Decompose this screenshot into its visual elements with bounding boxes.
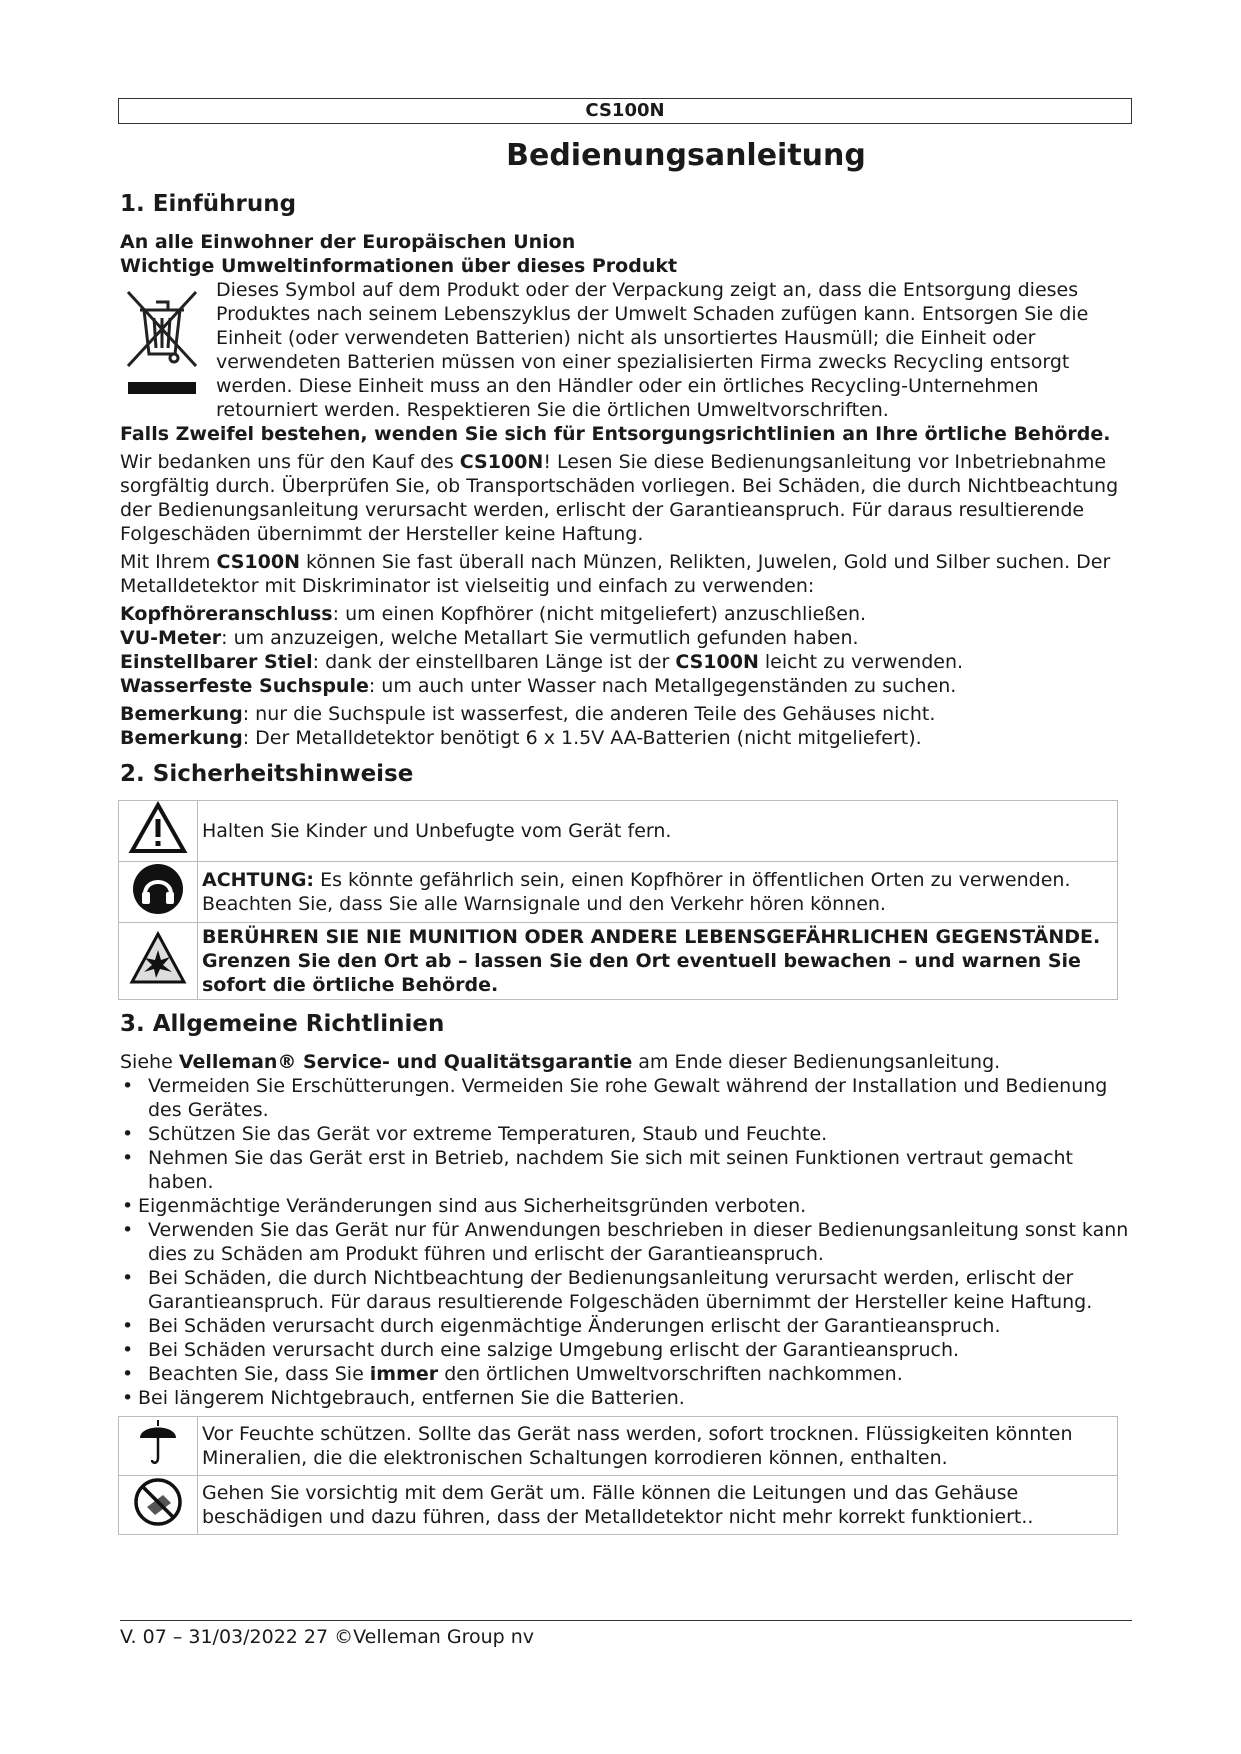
feature-headphone: Kopfhöreranschluss: um einen Kopfhörer (nicht mitgeliefert) anzuschließen. [120,603,867,625]
document-page [120,98,1132,1545]
list-item: • Eigenmächtige Veränderungen sind aus Sicherheitsgründen verboten. [120,1194,1132,1218]
note-1: Bemerkung: nur die Suchspule ist wasserfest, die anderen Teile des Gehäuses nicht. [120,703,936,725]
env-heading: Wichtige Umweltinformationen über dieses Produkt [120,255,678,277]
crossed-bin-icon [120,278,216,422]
section-heading-introduction: 1. Einführung [120,191,297,217]
guideline-row [119,1417,1118,1476]
feature-vu-meter: VU-Meter: um anzuzeigen, welche Metallart Sie vermutlich gefunden haben. [120,627,859,649]
list-item: • Beachten Sie, dass Sie immer den örtlichen Umweltvorschriften nachkommen. [120,1362,1132,1386]
feature-waterproof-coil: Wasserfeste Suchspule: um auch unter Wasser nach Metallgegenständen zu suchen. [120,675,957,697]
list-item: • Bei Schäden, die durch Nichtbeachtung der Bedienungsanleitung verursacht werden, erlischt der Garantieanspruch. Für daraus resultierende Folgeschäden übernimmt der Hersteller keine Haftung. [120,1266,1132,1314]
warning-triangle-icon [119,801,198,862]
guideline-row-text: Vor Feuchte schützen. Sollte das Gerät nass werden, sofort trocknen. Flüssigkeiten könnten Mineralien, die die elektronischen Schaltungen korrodieren können, enthalten. [198,1417,1118,1476]
safety-row-text: BERÜHREN SIE NIE MUNITION ODER ANDERE LEBENSGEFÄHRLICHEN GEGENSTÄNDE. Grenzen Sie den Ort ab – lassen Sie den Ort eventuell bewachen – und warnen Sie sofort die örtliche Behörde. [198,923,1118,1000]
safety-row [119,923,1118,1000]
list-item: • Bei Schäden verursacht durch eigenmächtige Änderungen erlischt der Garantieanspruch. [120,1314,1132,1338]
guidelines-table [118,1416,1118,1535]
guidelines-intro: Siehe Velleman® Service- und Qualitätsgarantie am Ende dieser Bedienungsanleitung. [120,1051,1001,1073]
eu-heading: An alle Einwohner der Europäischen Union [120,231,576,253]
thanks-paragraph: Wir bedanken uns für den Kauf des CS100N! Lesen Sie diese Bedienungsanleitung vor Inbetriebnahme sorgfältig durch. Überprüfen Sie, ob Transportschäden vorliegen. Bei Schäden, die durch Nichtbeachtung der Bedienungsanleitung verursacht werden, erlischt der Garantieanspruch. Für daraus resultierende Folgeschäden übernimmt der Hersteller keine Haftung. [120,451,1119,545]
weee-block [120,278,1132,422]
safety-row-text: ACHTUNG: Es könnte gefährlich sein, einen Kopfhörer in öffentlichen Orten zu verwenden. Beachten Sie, dass Sie alle Warnsignale und den Verkehr hören können. [198,862,1118,923]
page-footer: V. 07 – 31/03/2022 27 ©Velleman Group nv [120,1620,1132,1649]
list-item: • Bei längerem Nichtgebrauch, entfernen Sie die Batterien. [120,1386,1132,1410]
list-item: • Vermeiden Sie Erschütterungen. Vermeiden Sie rohe Gewalt während der Installation und Bedienung des Gerätes. [120,1074,1132,1122]
section-heading-guidelines: 3. Allgemeine Richtlinien [120,1011,445,1037]
list-item: • Bei Schäden verursacht durch eine salzige Umgebung erlischt der Garantieanspruch. [120,1338,1132,1362]
guideline-row-text: Gehen Sie vorsichtig mit dem Gerät um. Fälle können die Leitungen und das Gehäuse beschädigen und dazu führen, dass der Metalldetektor nicht mehr korrekt funktioniert.. [198,1476,1118,1535]
feature-adjustable-stem: Einstellbarer Stiel: dank der einstellbaren Länge ist der CS100N leicht zu verwenden. [120,651,964,673]
headphone-icon [119,862,198,923]
page-title: Bedienungsanleitung [506,138,866,173]
umbrella-icon [119,1417,198,1476]
model-header: CS100N [118,98,1132,124]
guideline-row [119,1476,1118,1535]
intro-paragraph: Mit Ihrem CS100N können Sie fast überall nach Münzen, Relikten, Juwelen, Gold und Silber suchen. Der Metalldetektor mit Diskriminator ist vielseitig und einfach zu verwenden: [120,551,1111,597]
list-item: • Schützen Sie das Gerät vor extreme Temperaturen, Staub und Feuchte. [120,1122,1132,1146]
weee-text: Dieses Symbol auf dem Produkt oder der Verpackung zeigt an, dass die Entsorgung dieses Produktes nach seinem Lebenszyklus der Umwelt Schaden zufügen kann. Entsorgen Sie die Einheit (oder verwendeten Batterien) nicht als unsortiertes Hausmüll; die Einheit oder verwendeten Batterien müssen von einer spezialisierten Firma zwecks Recycling entsorgt werden. Diese Einheit muss an den Händler oder ein örtliches Recycling-Unternehmen retourniert werden. Respektieren Sie die örtlichen Umweltvorschriften. [216,279,1089,421]
safety-row [119,862,1118,923]
explosion-warning-icon [119,923,198,1000]
list-item: • Nehmen Sie das Gerät erst in Betrieb, nachdem Sie sich mit seinen Funktionen vertraut gemacht haben. [120,1146,1132,1194]
no-drop-icon [119,1476,198,1535]
note-2: Bemerkung: Der Metalldetektor benötigt 6 x 1.5V AA-Batterien (nicht mitgeliefert). [120,727,922,749]
doubt-notice: Falls Zweifel bestehen, wenden Sie sich für Entsorgungsrichtlinien an Ihre örtliche Behörde. [120,423,1111,445]
list-item: • Verwenden Sie das Gerät nur für Anwendungen beschrieben in dieser Bedienungsanleitung sonst kann dies zu Schäden am Produkt führen und erlischt der Garantieanspruch. [120,1218,1132,1266]
guidelines-list [120,1074,1132,1410]
safety-table [118,800,1118,1000]
safety-row-text: Halten Sie Kinder und Unbefugte vom Gerät fern. [198,801,1118,862]
safety-row [119,801,1118,862]
section-heading-safety: 2. Sicherheitshinweise [120,761,414,787]
